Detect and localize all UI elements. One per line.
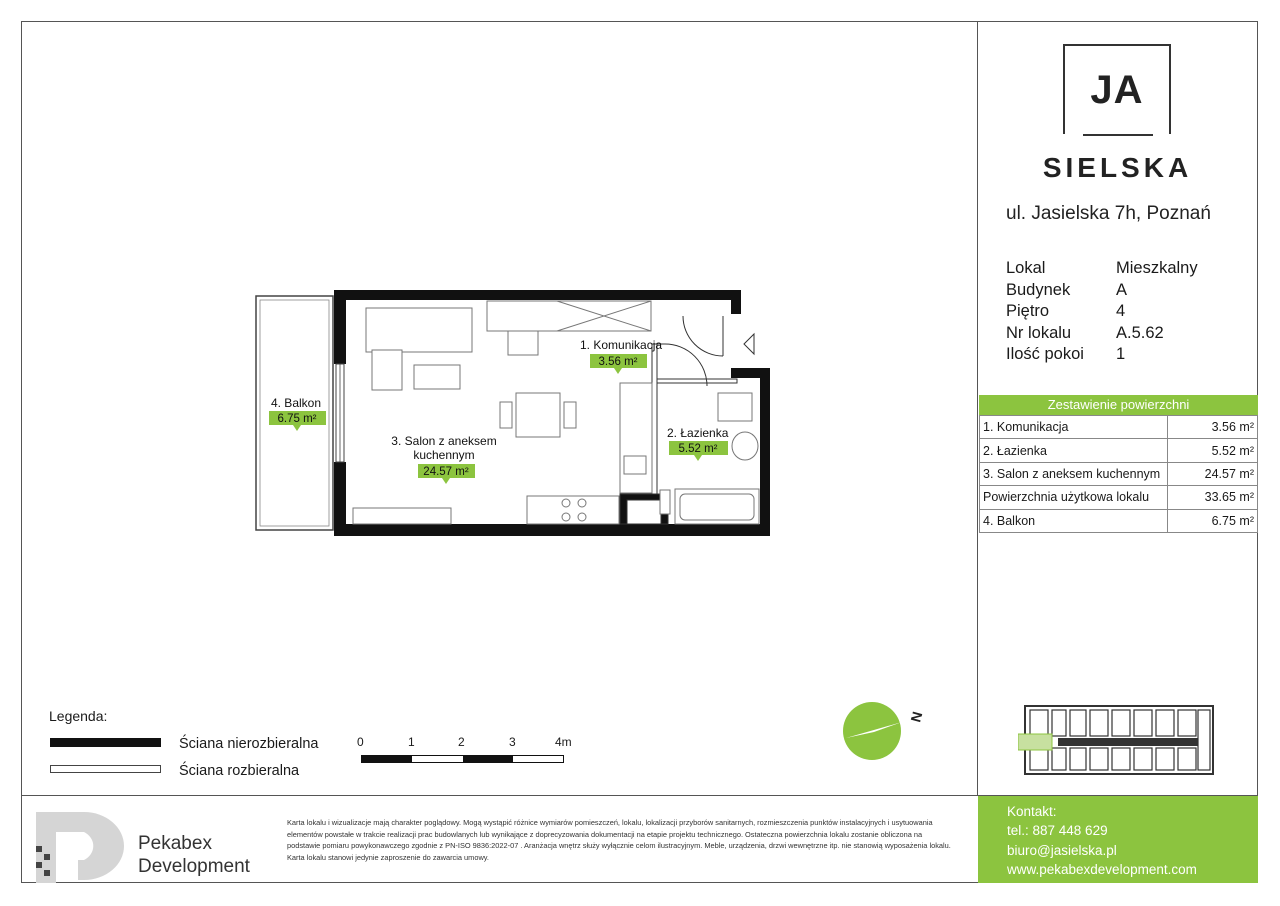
summary-value: 5.52 m² [1168, 439, 1258, 462]
table-row [980, 462, 1258, 485]
summary-label: 1. Komunikacja [980, 416, 1168, 439]
scale-label: 4m [555, 735, 572, 749]
address: ul. Jasielska 7h, Poznań [1006, 203, 1211, 224]
info-key: Piętro [1006, 302, 1050, 321]
scale-label: 3 [509, 735, 516, 749]
room-label-salon-1: 3. Salon z aneksem [391, 434, 497, 448]
table-row [980, 509, 1258, 532]
info-row [1006, 280, 1198, 302]
room-area-salon: 24.57 m² [423, 466, 469, 478]
room-label-balkon: 4. Balkon [270, 396, 322, 410]
disclaimer-text: Karta lokalu i wizualizacje mają charakter poglądowy. Mogą wystąpić różnice wymiarów pomieszczeń, lokalu, lokalizacji przyborów sanitarnych, rozmieszczenia punktów instalacyjnych i usytuowania elementów powstałe w trakcie realizacji prac budowlanych lub wynikające z doprecyzowania dokumentacji na etapie projektu technicznego. Ostateczna powierzchnia lokalu zostanie obliczona na podstawie pomiaru powykonawczego zgodnie z PN-ISO 9836:2022-07 . Aranżacja wnętrz służy wyłącznie celom ilustracyjnym. Meble, urządzenia, drzwi wewnętrzne itp. nie stanowią wyposażenia lokalu. Karta lokalu stanowi jedynie zaproszenie do zawarcia umowy. [287, 818, 951, 862]
room-area-balkon: 6.75 m² [277, 413, 317, 425]
room-area-komunikacja: 3.56 m² [598, 356, 638, 368]
summary-label: Powierzchnia użytkowa lokalu [980, 486, 1168, 509]
info-value: A.5.62 [1116, 323, 1164, 342]
summary-label: 2. Łazienka [980, 439, 1168, 462]
room-label-salon-2: kuchennym [413, 448, 475, 462]
info-row [1006, 301, 1198, 323]
summary-title: Zestawienie powierzchni [979, 395, 1258, 415]
summary-value: 6.75 m² [1168, 509, 1258, 532]
developer-name [138, 832, 250, 878]
contact-website[interactable]: www.pekabexdevelopment.com [1007, 862, 1197, 877]
developer-line2: Development [138, 856, 250, 877]
summary-value: 24.57 m² [1168, 462, 1258, 485]
table-row [980, 416, 1258, 439]
legend-load-bearing-swatch [50, 738, 161, 747]
legend-partition-swatch [50, 765, 161, 773]
pekabex-logo-icon [34, 810, 130, 883]
room-label-lazienka: 2. Łazienka [667, 426, 729, 440]
legend-item: Ściana rozbieralna [179, 763, 300, 779]
contact-phone[interactable]: tel.: 887 448 629 [1007, 823, 1108, 838]
summary-label: 3. Salon z aneksem kuchennym [980, 462, 1168, 485]
info-row [1006, 323, 1198, 345]
panel-divider [977, 21, 978, 796]
developer-line1: Pekabex [138, 833, 212, 854]
brand-name: SIELSKA [1042, 152, 1193, 183]
contact-email[interactable]: biuro@jasielska.pl [1007, 843, 1117, 858]
furniture [353, 301, 759, 524]
scale-bar [361, 755, 564, 763]
info-value: 4 [1116, 302, 1126, 321]
contact-box [978, 796, 1258, 883]
table-row [980, 439, 1258, 462]
legend-item: Ściana nierozbieralna [179, 736, 319, 752]
logo-underline [1083, 134, 1153, 136]
scale-label: 2 [458, 735, 465, 749]
info-value: Mieszkalny [1116, 259, 1198, 277]
unit-info [1006, 258, 1198, 366]
brand-logo-mark: JA [1063, 44, 1171, 134]
compass-north-label: N [907, 709, 926, 724]
info-key: Nr lokalu [1006, 323, 1072, 342]
info-key: Budynek [1006, 280, 1071, 299]
room-area-lazienka: 5.52 m² [678, 443, 718, 455]
info-value: A [1116, 280, 1128, 299]
scale-label: 0 [357, 735, 364, 749]
table-row [980, 486, 1258, 509]
summary-label: 4. Balkon [980, 509, 1168, 532]
building-key-plan [1018, 698, 1218, 780]
info-key: Ilość pokoi [1006, 345, 1084, 364]
info-key: Lokal [1006, 259, 1046, 277]
contact-title: Kontakt: [1007, 804, 1057, 819]
scale-label: 1 [408, 735, 415, 749]
room-label-komunikacja: 1. Komunikacja [580, 338, 663, 352]
floor-plan [250, 285, 780, 540]
area-summary-table [979, 415, 1258, 533]
info-value: 1 [1116, 345, 1126, 364]
legend-title: Legenda: [49, 708, 108, 724]
summary-value: 33.65 m² [1168, 486, 1258, 509]
info-row [1006, 344, 1198, 366]
info-row [1006, 258, 1198, 280]
summary-value: 3.56 m² [1168, 416, 1258, 439]
compass-icon [840, 700, 930, 762]
